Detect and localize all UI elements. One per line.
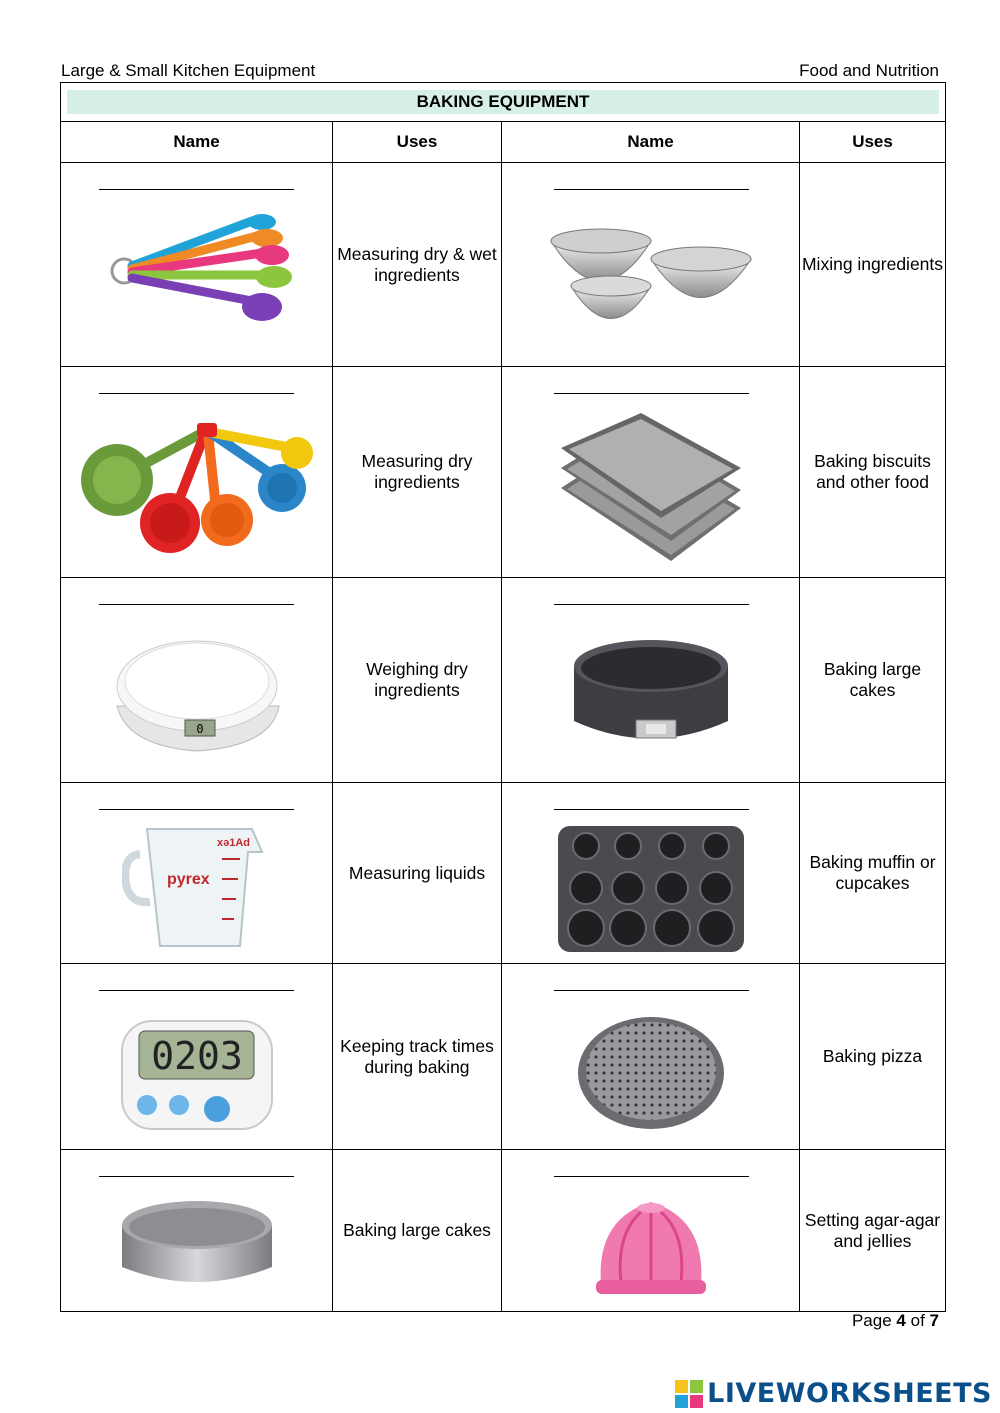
name-cell xyxy=(502,783,800,964)
baking-trays-image xyxy=(502,407,799,569)
kitchen-timer-image xyxy=(61,1004,332,1141)
page-current: 4 xyxy=(896,1311,906,1330)
use-cell: Baking large cakes xyxy=(800,578,946,783)
liveworksheets-logo-text: LIVEWORKSHEETS xyxy=(707,1378,992,1409)
measuring-cups-image xyxy=(61,407,332,569)
pizza-pan-image xyxy=(502,1004,799,1141)
kitchen-scale-image xyxy=(61,618,332,774)
name-answer-blank[interactable] xyxy=(554,604,749,605)
page-prefix: Page xyxy=(851,1311,892,1330)
column-header-name-left: Name xyxy=(61,122,333,163)
mixing-bowls-image xyxy=(502,203,799,358)
use-cell: Measuring liquids xyxy=(333,783,502,964)
name-answer-blank[interactable] xyxy=(99,1176,294,1177)
use-cell: Mixing ingredients xyxy=(800,163,946,367)
table-row xyxy=(61,783,946,964)
measuring-spoons-image xyxy=(61,203,332,358)
use-cell: Baking muffin or cupcakes xyxy=(800,783,946,964)
table-row xyxy=(61,578,946,783)
name-answer-blank[interactable] xyxy=(554,990,749,991)
table-header-row xyxy=(61,122,946,163)
name-cell xyxy=(502,367,800,578)
name-cell xyxy=(61,1150,333,1312)
svg-text:0: 0 xyxy=(195,722,204,736)
header-left-title: Large & Small Kitchen Equipment xyxy=(61,61,316,80)
baking-equipment-table xyxy=(60,82,946,1312)
svg-text:xə1Ad: xə1Ad xyxy=(216,837,250,849)
name-answer-blank[interactable] xyxy=(99,809,294,810)
springform-pan-image xyxy=(502,618,799,774)
use-cell: Measuring dry & wet ingredients xyxy=(333,163,502,367)
svg-text:pyrex: pyrex xyxy=(166,871,210,888)
use-cell: Baking biscuits and other food xyxy=(800,367,946,578)
name-cell xyxy=(61,163,333,367)
name-cell xyxy=(61,367,333,578)
column-header-name-right: Name xyxy=(502,122,800,163)
use-cell: Baking pizza xyxy=(800,964,946,1150)
name-cell xyxy=(502,1150,800,1312)
round-cake-pan-image xyxy=(61,1190,332,1303)
name-cell xyxy=(61,964,333,1150)
name-cell xyxy=(61,783,333,964)
use-cell: Setting agar-agar and jellies xyxy=(800,1150,946,1312)
name-answer-blank[interactable] xyxy=(99,393,294,394)
table-row xyxy=(61,1150,946,1312)
name-cell xyxy=(502,163,800,367)
table-row xyxy=(61,367,946,578)
liveworksheets-logo[interactable] xyxy=(675,1378,992,1409)
use-cell: Keeping track times during baking xyxy=(333,964,502,1150)
page-number xyxy=(852,1311,939,1331)
name-answer-blank[interactable] xyxy=(99,189,294,190)
name-answer-blank[interactable] xyxy=(554,809,749,810)
table-title-cell xyxy=(61,83,946,122)
page-of: of xyxy=(910,1311,925,1330)
use-cell: Baking large cakes xyxy=(333,1150,502,1312)
name-cell xyxy=(502,578,800,783)
column-header-uses-left: Uses xyxy=(333,122,502,163)
page-total: 7 xyxy=(929,1311,939,1330)
header-right-title: Food and Nutrition xyxy=(799,61,939,80)
svg-text:0203: 0203 xyxy=(150,1033,243,1078)
use-cell: Measuring dry ingredients xyxy=(333,367,502,578)
name-answer-blank[interactable] xyxy=(554,1176,749,1177)
name-answer-blank[interactable] xyxy=(554,189,749,190)
muffin-tray-image xyxy=(502,823,799,955)
column-header-uses-right: Uses xyxy=(800,122,946,163)
table-row xyxy=(61,163,946,367)
name-answer-blank[interactable] xyxy=(554,393,749,394)
name-answer-blank[interactable] xyxy=(99,604,294,605)
measuring-jug-image xyxy=(61,823,332,955)
name-cell xyxy=(502,964,800,1150)
use-cell: Weighing dry ingredients xyxy=(333,578,502,783)
table-title: BAKING EQUIPMENT xyxy=(67,90,939,114)
name-cell xyxy=(61,578,333,783)
table-row xyxy=(61,964,946,1150)
name-answer-blank[interactable] xyxy=(99,990,294,991)
liveworksheets-logo-icon xyxy=(675,1380,703,1408)
jelly-mould-image xyxy=(502,1190,799,1303)
